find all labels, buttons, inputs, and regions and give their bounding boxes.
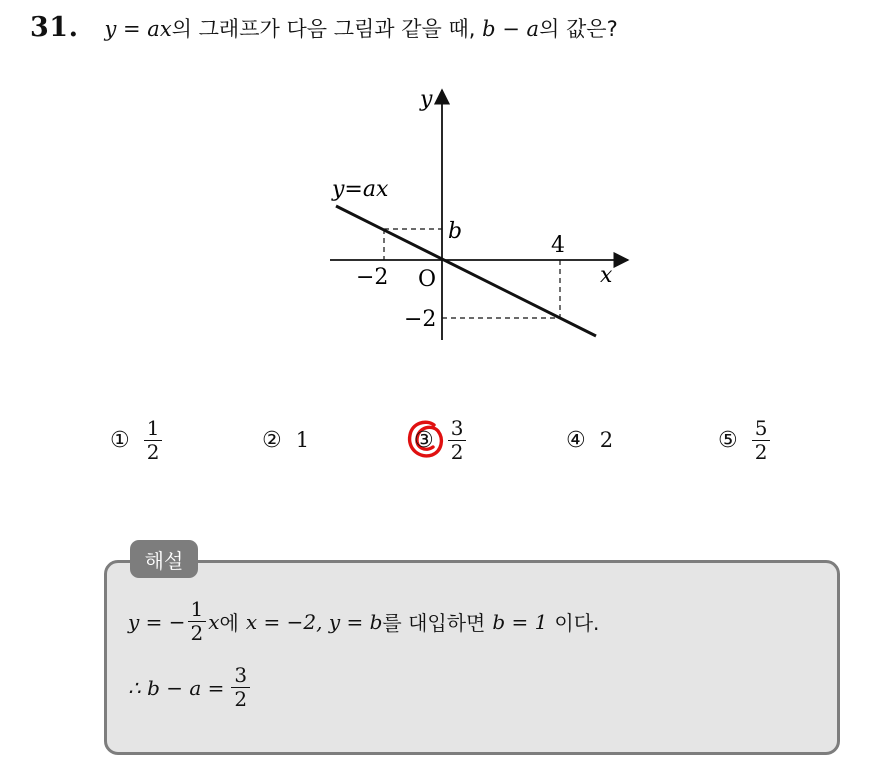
question-header — [30, 12, 618, 52]
solution-l2-fraction — [231, 664, 250, 711]
solution-l1-numerator: 1 — [188, 598, 207, 622]
choice-5-denominator: 2 — [754, 439, 768, 464]
choice-3-number: ③ — [414, 427, 434, 453]
choice-5-value — [752, 417, 771, 464]
solution-l1-denominator: 2 — [190, 621, 204, 645]
solution-l1-g: 이다. — [554, 611, 600, 635]
answer-choices — [0, 405, 884, 475]
choice-2-value: 1 — [295, 428, 310, 452]
origin-label: O — [418, 267, 437, 292]
choice-5-numerator: 5 — [752, 417, 771, 441]
choice-2[interactable] — [262, 405, 309, 475]
y-axis-label: y — [420, 87, 433, 112]
x-axis-label: x — [600, 263, 613, 288]
line-label: y=ax — [332, 177, 389, 202]
choice-4[interactable] — [566, 405, 613, 475]
choice-4-value: 2 — [599, 428, 614, 452]
solution-l2-denominator: 2 — [234, 687, 248, 711]
choice-3-value — [448, 417, 467, 464]
choice-1-numerator: 1 — [144, 417, 163, 441]
solution-l1-c: 에 — [219, 611, 239, 635]
x-neg-tick-label: −2 — [356, 265, 389, 290]
question-text-end: 의 값은? — [539, 17, 618, 41]
question-graph-name: y = ax — [104, 17, 172, 41]
question-number: 31. — [30, 12, 79, 43]
solution-l2-numerator: 3 — [231, 664, 250, 688]
x-pos-tick-label: 4 — [551, 233, 565, 258]
coordinate-graph — [320, 80, 640, 350]
choice-3-denominator: 2 — [450, 439, 464, 464]
choice-1-number: ① — [110, 427, 130, 453]
choice-5[interactable] — [718, 405, 770, 475]
solution-l2-a: ∴ b − a = — [128, 675, 225, 700]
y-neg-tick-label: −2 — [404, 307, 437, 332]
question-expr: b − a — [482, 17, 540, 41]
solution-tag: 해설 — [130, 540, 198, 578]
solution-line-2 — [128, 664, 250, 711]
solution-l1-b: x — [208, 609, 220, 634]
solution-box — [104, 560, 840, 755]
solution-l1-fraction — [188, 598, 207, 645]
choice-3-numerator: 3 — [448, 417, 467, 441]
choice-1-denominator: 2 — [146, 439, 160, 464]
b-label: b — [448, 219, 463, 244]
choice-2-number: ② — [262, 427, 282, 453]
choice-1[interactable] — [110, 405, 162, 475]
question-text-mid: 의 그래프가 다음 그림과 같을 때, — [171, 17, 476, 41]
choice-5-number: ⑤ — [718, 427, 738, 453]
question-text — [104, 13, 617, 43]
solution-l1-e: 를 대입하면 — [382, 611, 486, 635]
solution-l1-f: b = 1 — [492, 609, 548, 634]
choice-1-value — [144, 417, 163, 464]
solution-l1-a: y = − — [128, 609, 186, 634]
solution-line-1 — [128, 598, 599, 645]
solution-l1-d: x = −2, y = b — [245, 609, 383, 634]
choice-4-number: ④ — [566, 427, 586, 453]
choice-3[interactable] — [414, 405, 466, 475]
